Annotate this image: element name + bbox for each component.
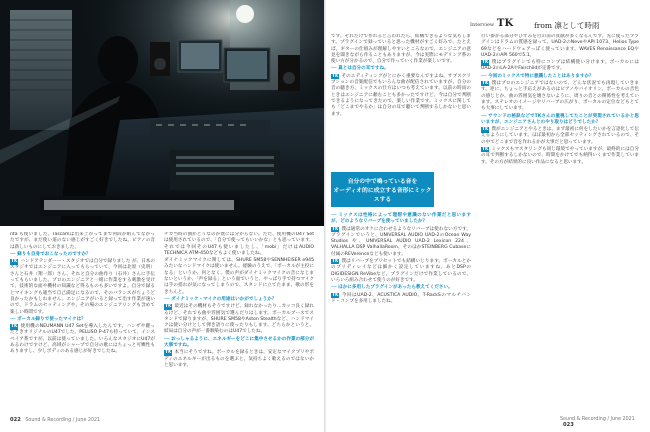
speaker-badge: TK [482,60,489,66]
interview-answer [481,127,639,146]
interview-answer [164,304,314,335]
interview-answer [481,60,639,73]
interview-answer [10,259,155,316]
interview-answer [331,293,471,306]
question-text: ── ほかに多用したプラグインがあったら教えてください。 [331,285,453,291]
interview-answer [481,81,639,112]
left-column-1 [10,232,155,410]
speaker-badge: TK [11,259,18,265]
interview-answer [331,74,471,118]
header-name: TK [497,18,514,29]
interview-answer [164,350,314,369]
answer-text: 使用機のNEUMANN U47 Setを導入したんです。ハンザや鍵ったときオリジナルのU47でした。PELUSO P-47も持っていて、インスペイア系ですが、以前は使っていました。いろんなスタジオにU47があるわけですけど、高域がシャープで自分の歌にはちょっと可憐性もありますし、少しボディのある感じが好きでしたね。 [10,324,155,355]
footer-left [10,417,100,423]
question-text: ── 真とは自分の耳ですね。 [331,66,389,72]
answer-text: そのエディティングがとにかく重要なんですよね。サブスクリプションの音楽配信でもいろんな曲が配信されていますが、自分の音の聴き方、ミックスの仕方はいつも考えています。以前の時雨のときはエンジニアに頼むことも多かったですけど、今は自分で判断できるようになってきたので、楽しい作業です。ミックスに関しても「どこまでやるか」は自分の耳で聴いて判断するしかないと思います。 [331,73,471,117]
pull-quote-line-1: 自分の中で鳴っている音を [347,179,418,185]
speaker-badge: TK [332,73,339,79]
studio-photo [0,0,324,226]
studio-photo-illustration [0,0,324,226]
footer-left-text: Sound & Recording / June 2021 [25,418,101,423]
pull-quote-line-2: オーディオ的に成立する音形にミックスする [333,188,432,203]
answer-text: 最近はその機材もそうですけど、録れなかったり…カッコ良く録れるけど、それでも曲や雰囲気で選んだりはします。ボーカルブースでスタンドで録りますが、SHURE SM58やAston Stealthなど、ハンドマイクは使い分けとして弾き語りに使ったりもします。どちらかというと、結局は自分の声が一番馴染むのはU47でしたね。 [164,304,314,335]
speaker-badge: TK [482,147,489,153]
interview-header [470,18,630,30]
interview-question [331,66,471,72]
body-paragraph: ダイナミックマイクに関しては、SHURE SM58やSENNHEISER e945みたいなハンドマイクは使いません。経験のうえで、「ボーカルが主役になる」というか、何となく、僕の声がダイナミックマイクの音になじまないというか、「声を録る」という面でいうと、やっぱり手で持つマイクは手の揺れが気になってしまうので、スタンドに立てたまま、歌の形をきちんと。 [164,258,314,295]
page-gutter [324,0,326,432]
speaker-badge: TK [332,292,339,298]
answer-text: 僕はプロのエンジニアではないので、どんな状況でも再現していきます。逆に、ちょっと手応えがあるのはピアノやバイオリン、ボーカルの音色の感じとか。曲の雰囲気を壊さないように、周りの音との関係性を考えています。ステレオのイメージやリバーブの広がり、ボーカルの定位などもとても大事にしています。 [481,81,639,112]
body-paragraph: です。それだけで作れると言われたら、結構できるような気もします。プラグインで録っていると思った機材がすごく好みで、たとえば、ギターの仕組みが理解しやすいところなので、エンジニアの意見を聞きながら作ることもありますが、今は実際にモデリング系の使い方が分かるので、自分で作っていく作業が楽しいです。 [331,34,471,65]
question-text: ── ダイナミック・マイクの用途はいかがでしょうか？ [164,296,277,302]
header-prefix: Interview [470,22,495,28]
interview-question [331,213,471,226]
interview-question [331,285,471,291]
right-column-2 [481,34,639,410]
answer-text: 僕はプラグインでも特にコンプは結構使い分けます。ボーカルにはUAD-2のLA-2AやFairchildが定番です。 [481,60,639,72]
header-rest: from 凛として時雨 [534,21,600,30]
speaker-badge: TK [332,226,339,232]
question-text: ── おっしゃるように、エネルギーをどこに集中させるかの作業の部分が大事ですね。 [164,336,314,349]
question-text: ── サウンドの秘訣などでTKさんの重視してたことが実現されているかと思いますが、エンジニアさんとのやり取りはどうでしたか？ [481,113,639,125]
interview-question [164,297,314,303]
interview-answer [10,324,155,355]
interview-answer [481,147,639,166]
answer-text: ミックスもマスタリングも同じ環境でやっていますが、最終的には自分の耳で判断するしかないので、時間をかけてでも納得いくまで作業しています。その方が結果的に良い作品になると思います。 [481,147,639,165]
page-number-left: 022 [10,417,21,423]
speaker-badge: TK [11,324,18,330]
page-number-right: 023 [563,422,574,428]
interview-question [10,317,155,323]
speaker-badge: TK [482,81,489,87]
question-text: ── 録りも自身でおこなったのですか？ [10,251,91,257]
answer-text: ハンドアテンダーー・スタジオでは自分で録りました が、日本のスタジオではエンジニアに入ってもらっていて、今回は北原（史明）さんと石井（翔一郎）さん、それと自分の曲作り（石井）さんに手伝ってもらいました。プロのエンジニアと一緒に作業をする刺激を受けて、技術的な面や機材の知識など得るものも多いですよ。自分で録るとマイキングも適当で自己満足になるので、そのバランスがちょうど良かったかもしれません。エンジニアがいると録って出す作業が速いので、ドラムのセッティングや、その場のエンジニアリングも含めて楽しい時間です。 [10,259,155,315]
question-text: ── ボーカル録りで使ったマイクは？ [10,316,86,322]
right-column-1-bottom [331,212,471,410]
question-text: ── ミックスは性格によって理想や意識のない作業だと思いますが、どのようなリバーブを使っていましたか？ [331,213,471,225]
answer-text: 僕がエンジニアとやるときは、まず最初に何をしたいかを言語化して伝えるようにしています。ほぼ最初から全部セッティングされているので、その中でどこまで音を作れるかが大事だと思っています。 [481,127,639,145]
speaker-badge: TK [165,350,172,356]
interview-answer [331,227,471,258]
speaker-badge: TK [332,259,339,265]
speaker-badge: TK [482,127,489,133]
answer-text: 今回はUAD-2、ACUSTICA AUDIO、T-RackSのマルチバンド・コンプを多用しましたね。 [331,292,471,304]
body-paragraph: nta も使いました。Tascamは出来上がってまで何段か組んでなかったですが、まだ使い道のない感じがすごく好きでしたね。ピアノの音は新しいものにしておきました。 [10,232,155,250]
footer-right-text: Sound & Recording / June 2021 [560,417,635,422]
interview-answer [331,259,471,284]
right-column-1-top [331,34,471,169]
question-text: ── 今回のミックスで特に意識したことはありますか？ [481,73,594,79]
answer-text: 僕はリバーブをプリセットでも結構いじります。ボーカルとかのプリディレイなどは細かく設定していますね。あとDSPのDIGIDESIGN ReVibeなど、プラグインだけで作業しているので、いろいろ組み合わせて使うのが好きです。 [331,259,471,283]
speaker-badge: TK [165,304,172,310]
pull-quote [331,172,434,207]
interview-question [164,337,314,350]
left-column-2 [164,232,314,410]
answer-text: 本当にそうですね。ボーカルを録るときは、安定なマイクプリやボディのエネルギーが出るものを選ぶと、気持ちよく歌えるのではないかと思います。 [164,350,314,368]
interview-question [481,114,639,127]
footer-right [560,417,650,428]
body-paragraph: 行い掛かる部分やひずみを目の前の貢献が多くなるんです。先に使ったプラグインはドラムの質感を録って、UAD-2のNeveやAPI 1073、Helios Type 69などをハードウェアっぽく使っています。WAVES Renaissance EQやUAD-2のAPI 560で5.1。 [481,34,639,58]
interview-question [10,252,155,258]
answer-text: 僕は通常のオケに合わせるようなリバーブは使わない方です。プラグインでいうと、UNIVERSAL AUDIO UAD-2のOcean Way Studios や、UNIVERSAL AUDIO UAD-2 Lexicon 224、VALHALLA DSP ValhallaRoom、そのほかSTEINBERG Cubaseに付属のREVerenceなども使います。 [331,226,471,257]
body-paragraph: チカ当時の曲がどうなのか僕には分からない。ただ、使用機のU47 Setは使用されているので、「自分で使ってもいいかな」とも思っています。それでは今回そのU47も使いましたし、「mobi」だけはAUDIO TECHNICA ATM-450などもよく使いましたね。 [164,232,314,256]
interview-question [481,74,639,80]
